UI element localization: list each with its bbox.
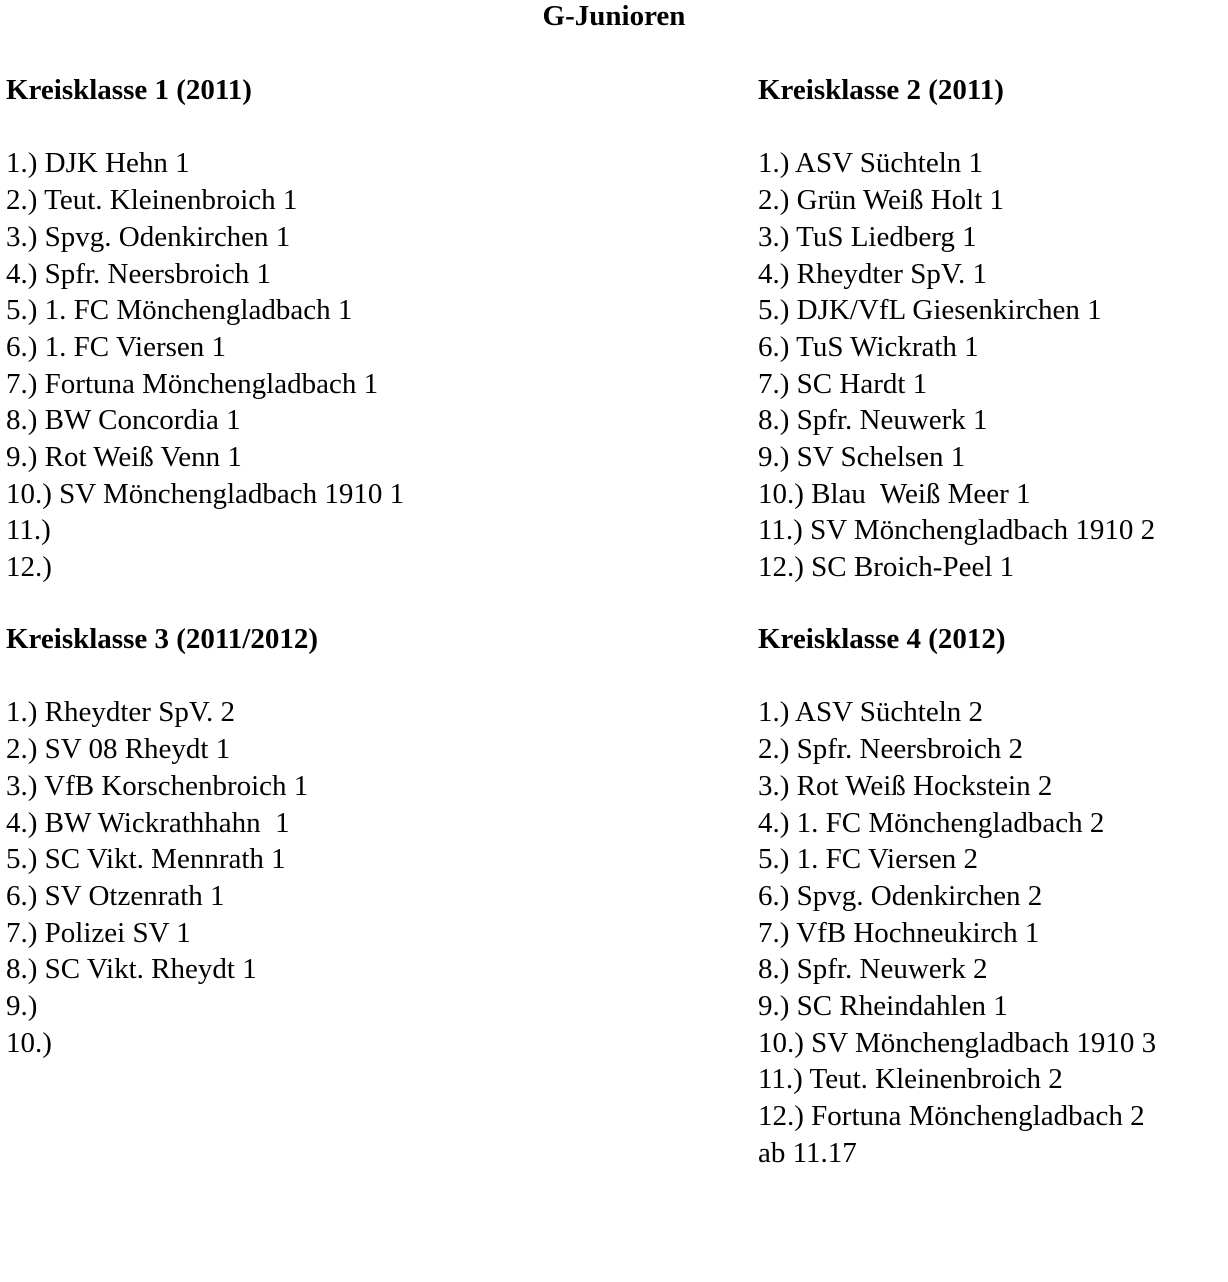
team-entry: 9.) bbox=[6, 990, 38, 1023]
team-entry: 12.) Fortuna Mönchengladbach 2 bbox=[758, 1100, 1145, 1133]
team-list bbox=[758, 145, 1228, 585]
team-entry: 2.) Teut. Kleinenbroich 1 bbox=[6, 184, 298, 217]
team-entry: 11.) Teut. Kleinenbroich 2 bbox=[758, 1063, 1063, 1096]
section-kreisklasse-3 bbox=[6, 621, 476, 1061]
team-entry: 6.) Spvg. Odenkirchen 2 bbox=[758, 879, 1043, 912]
section-heading: Kreisklasse 3 (2011/2012) bbox=[6, 623, 319, 655]
team-entry: 1.) DJK Hehn 1 bbox=[6, 147, 190, 180]
team-entry: 2.) Grün Weiß Holt 1 bbox=[758, 184, 1005, 217]
team-entry: 7.) Fortuna Mönchengladbach 1 bbox=[6, 367, 379, 400]
team-entry: 10.) SV Mönchengladbach 1910 3 bbox=[758, 1026, 1157, 1059]
team-list bbox=[6, 694, 476, 1061]
team-entry: 5.) SC Vikt. Mennrath 1 bbox=[6, 843, 286, 876]
team-entry: 10.) SV Mönchengladbach 1910 1 bbox=[6, 477, 405, 510]
team-entry: 4.) Rheydter SpV. 1 bbox=[758, 257, 988, 290]
team-entry: 4.) 1. FC Mönchengladbach 2 bbox=[758, 806, 1105, 839]
team-entry: 3.) Rot Weiß Hockstein 2 bbox=[758, 769, 1053, 802]
team-entry: 9.) SC Rheindahlen 1 bbox=[758, 990, 1008, 1023]
section-heading: Kreisklasse 2 (2011) bbox=[758, 74, 1004, 106]
team-entry: 8.) Spfr. Neuwerk 2 bbox=[758, 953, 988, 986]
team-entry: 9.) SV Schelsen 1 bbox=[758, 441, 966, 474]
team-entry: 3.) Spvg. Odenkirchen 1 bbox=[6, 220, 291, 253]
team-entry: 8.) BW Concordia 1 bbox=[6, 404, 241, 437]
team-entry: 1.) ASV Süchteln 2 bbox=[758, 696, 984, 729]
team-entry: 5.) DJK/VfL Giesenkirchen 1 bbox=[758, 294, 1102, 327]
team-entry: 4.) BW Wickrathhahn 1 bbox=[6, 806, 290, 839]
team-entry: 8.) SC Vikt. Rheydt 1 bbox=[6, 953, 257, 986]
team-entry: 11.) bbox=[6, 514, 51, 547]
team-entry: 8.) Spfr. Neuwerk 1 bbox=[758, 404, 988, 437]
team-entry: 12.) bbox=[6, 551, 52, 584]
team-entry: 7.) VfB Hochneukirch 1 bbox=[758, 916, 1040, 949]
section-kreisklasse-2 bbox=[758, 72, 1228, 586]
team-entry: 5.) 1. FC Mönchengladbach 1 bbox=[6, 294, 353, 327]
team-entry: 7.) Polizei SV 1 bbox=[6, 916, 191, 949]
section-heading: Kreisklasse 4 (2012) bbox=[758, 623, 1006, 655]
section-kreisklasse-4 bbox=[758, 621, 1228, 1172]
team-entry: 3.) TuS Liedberg 1 bbox=[758, 220, 977, 253]
team-entry: 6.) 1. FC Viersen 1 bbox=[6, 330, 227, 363]
team-entry: 5.) 1. FC Viersen 2 bbox=[758, 843, 979, 876]
team-entry: 6.) TuS Wickrath 1 bbox=[758, 330, 979, 363]
team-entry: 6.) SV Otzenrath 1 bbox=[6, 879, 225, 912]
team-entry: 1.) ASV Süchteln 1 bbox=[758, 147, 984, 180]
team-entry: 7.) SC Hardt 1 bbox=[758, 367, 928, 400]
team-entry: 11.) SV Mönchengladbach 1910 2 bbox=[758, 514, 1156, 547]
team-entry: 3.) VfB Korschenbroich 1 bbox=[6, 769, 309, 802]
team-entry: 4.) Spfr. Neersbroich 1 bbox=[6, 257, 271, 290]
section-kreisklasse-1 bbox=[6, 72, 476, 586]
team-list bbox=[758, 694, 1228, 1171]
team-entry: 1.) Rheydter SpV. 2 bbox=[6, 696, 236, 729]
section-heading: Kreisklasse 1 (2011) bbox=[6, 74, 252, 106]
team-entry: 2.) SV 08 Rheydt 1 bbox=[6, 733, 231, 766]
team-entry: 2.) Spfr. Neersbroich 2 bbox=[758, 733, 1023, 766]
team-entry: 10.) bbox=[6, 1026, 52, 1059]
team-list bbox=[6, 145, 476, 585]
team-entry: 10.) Blau Weiß Meer 1 bbox=[758, 477, 1031, 510]
team-entry: 12.) SC Broich-Peel 1 bbox=[758, 551, 1015, 584]
page-title: G-Junioren bbox=[542, 0, 686, 32]
team-entry: 9.) Rot Weiß Venn 1 bbox=[6, 441, 242, 474]
team-note: ab 11.17 bbox=[758, 1136, 857, 1169]
